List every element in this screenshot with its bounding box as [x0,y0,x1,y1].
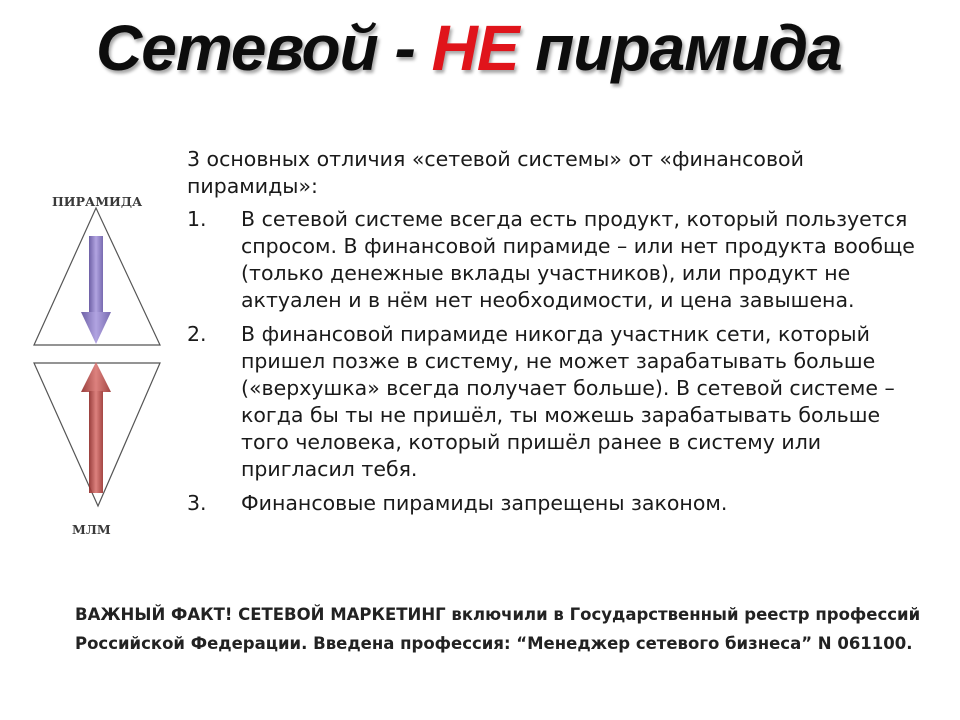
intro-text: 3 основных отличия «сетевой системы» от «финансовой пирамиды»: [187,147,804,198]
pyramid-label: ПИРАМИДА [52,194,143,209]
diagram-graphic [28,188,178,538]
differences-list [187,206,927,524]
slide-title [96,8,842,88]
pyramid-vs-mlm-diagram [28,188,178,538]
list-item-text: Финансовые пирамиды запрещены законом. [241,491,728,515]
list-number: 3. [187,491,207,515]
list-item [187,206,927,314]
list-item-text: В финансовой пирамиде никогда участник сети, который пришел позже в систему, не может зарабатывать больше («верхушка» всегда получает больше). В сетевой системе – когда бы ты не пришёл, ты можешь зарабатывать больше того человека, который пришёл ранее в систему или пригласил тебя. [241,322,895,481]
mlm-label: МЛМ [72,522,111,537]
list-item-text: В сетевой системе всегда есть продукт, который пользуется спросом. В финансовой пирамиде – или нет продукта вообще (только денежные вклады участников), или продукт не актуален и в нём нет необходимости, и цена завышена. [241,207,915,312]
list-item [187,321,927,483]
important-fact: ВАЖНЫЙ ФАКТ! СЕТЕВОЙ МАРКЕТИНГ включили в Государственный реестр профессий Российской Федерации. Введена профессия: “Менеджер сетевого бизнеса” N 061100. [75,605,921,653]
title-part-network: Сетевой - [96,12,432,84]
title-part-pyramid: пирамида [518,12,842,84]
list-number: 2. [187,322,207,346]
list-item [187,490,927,517]
list-number: 1. [187,207,207,231]
title-part-not: НЕ [431,12,519,84]
